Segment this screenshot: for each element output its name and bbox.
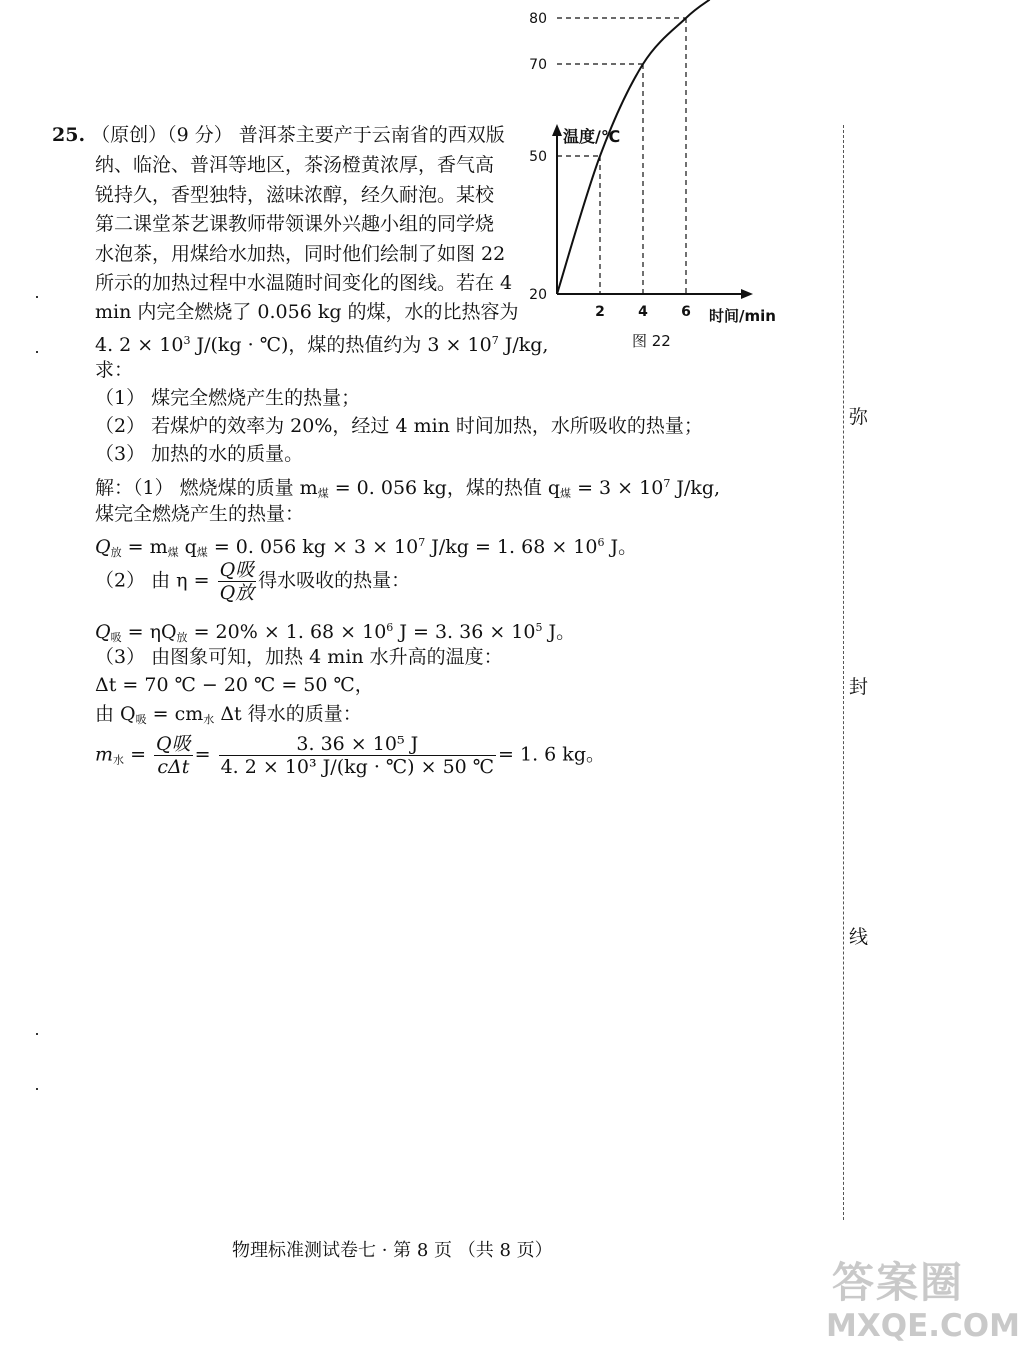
question-first-line: [52, 121, 505, 149]
part-3: （3） 加热的水的质量。: [95, 443, 304, 465]
scan-speck: [36, 296, 38, 298]
y-tick-label: 80: [529, 11, 547, 27]
stem-line-3: 锐持久，香型独特，滋味浓醇，经久耐泡。某校: [95, 184, 495, 206]
watermark-logo: 答案圈: [832, 1258, 965, 1307]
y-tick-label: 50: [529, 149, 547, 165]
watermark-url: MXQE.COM: [826, 1308, 1020, 1344]
margin-mark-3: 线: [849, 926, 869, 948]
figure-caption: 图 22: [632, 332, 671, 350]
efficiency-fraction: $\frac{\text{Q吸}}{\text{Q放}}$: [219, 559, 255, 604]
x-tick-label: 6: [681, 304, 691, 320]
x-tick-label: 4: [638, 304, 648, 320]
solution-line-3: $Q_放 = m_煤$ $q_煤 = 0$. 056 kg × $3 \times 10^7$ J/kg = 1. $68 \times 10^6$ J。: [95, 536, 638, 559]
mass-fraction-numeric: $\frac{\text{3. 36 × 10⁵ J}}{\text{4. 2 × 10³ J/(kg · ℃) × 50 ℃}}$: [220, 733, 495, 778]
x-tick-label: 2: [595, 304, 605, 320]
scan-speck: [36, 351, 38, 353]
stem-line-2: 纳、临沧、普洱等地区，茶汤橙黄浓厚，香气高: [95, 154, 495, 176]
solution-line-4: （2） 由 η = $\frac{\text{Q吸}}{\text{Q放}}$ 得水吸收的热量：: [95, 559, 411, 604]
solution-line-6: （3） 由图象可知，加热 4 min 水升高的温度：: [95, 646, 503, 668]
stem-line-7: min 内完全燃烧了 0.056 kg 的煤，水的比热容为: [95, 301, 519, 323]
mass-fraction-symbolic: $\frac{\text{Q吸}}{\text{cΔt}}$: [156, 733, 191, 778]
part-1: （1） 煤完全燃烧产生的热量；: [95, 387, 361, 409]
stem-line-5: 水泡茶，用煤给水加热，同时他们绘制了如图 22: [95, 243, 506, 265]
x-axis-label: 时间/min: [709, 307, 776, 325]
page-footer: 物理标准测试卷七 · 第 8 页 （共 8 页）: [232, 1240, 553, 1261]
part-2: （2） 若煤炉的效率为 20%，经过 4 min 时间加热，水所吸收的热量；: [95, 415, 703, 437]
chart-layer: [529, 0, 776, 325]
x-axis-arrow: [741, 289, 753, 299]
question-tag: （原创）（9 分）: [91, 124, 233, 146]
solution-line-9: $m_水$ = $\frac{\text{Q吸}}{\text{cΔt}}$ = $\frac{\text{3. 36 × 10⁵ J}}{\text{4. 2 × 10³ J/(kg · ℃) × 50 ℃}}$ = 1. 6 kg。: [95, 733, 605, 778]
stem-line-4: 第二课堂茶艺课教师带领课外兴趣小组的同学烧: [95, 213, 495, 235]
solution-line-7: Δt = 70 ℃ − 20 ℃ = 50 ℃，: [95, 674, 374, 696]
temperature-curve: [557, 0, 710, 294]
margin-mark-1: 弥: [849, 406, 869, 428]
scan-speck: [36, 1088, 38, 1090]
y-tick-label: 70: [529, 57, 547, 73]
margin-mark-2: 封: [849, 676, 869, 698]
solution-line-2: 煤完全燃烧产生的热量：: [95, 503, 305, 525]
scan-speck: [36, 1033, 38, 1035]
y-axis-label: 温度/℃: [563, 127, 621, 146]
binding-margin-line: [843, 125, 844, 1220]
stem-line-1: 普洱茶主要产于云南省的西双版: [238, 124, 505, 146]
question-number: 25.: [52, 124, 86, 146]
stem-line-9: 求：: [95, 359, 134, 381]
stem-line-8: 4. $2 \times 10^3$ J/(kg · ℃)，煤的热值约为 $3 \times 10^7$ J/kg,: [95, 334, 549, 356]
y-tick-label: 20: [529, 287, 547, 303]
stem-line-6: 所示的加热过程中水温随时间变化的图线。若在 4: [95, 272, 513, 294]
solution-line-8: 由 $Q_吸 = cm_水$ Δt 得水的质量：: [95, 703, 362, 726]
solution-line-1: 解：（1） 燃烧煤的质量 $m_煤 = 0$. 056 kg，煤的热值 $q_煤 = 3 \times 10^7$ J/kg,: [95, 477, 721, 500]
y-axis-arrow: [552, 124, 562, 136]
figure-22-chart: [520, 11, 800, 352]
solution-line-5: $Q_吸 = \eta Q_放 = 20\% \times 1$. $68 \times 10^6$ J = 3. $36 \times 10^5$ J。: [95, 621, 576, 644]
